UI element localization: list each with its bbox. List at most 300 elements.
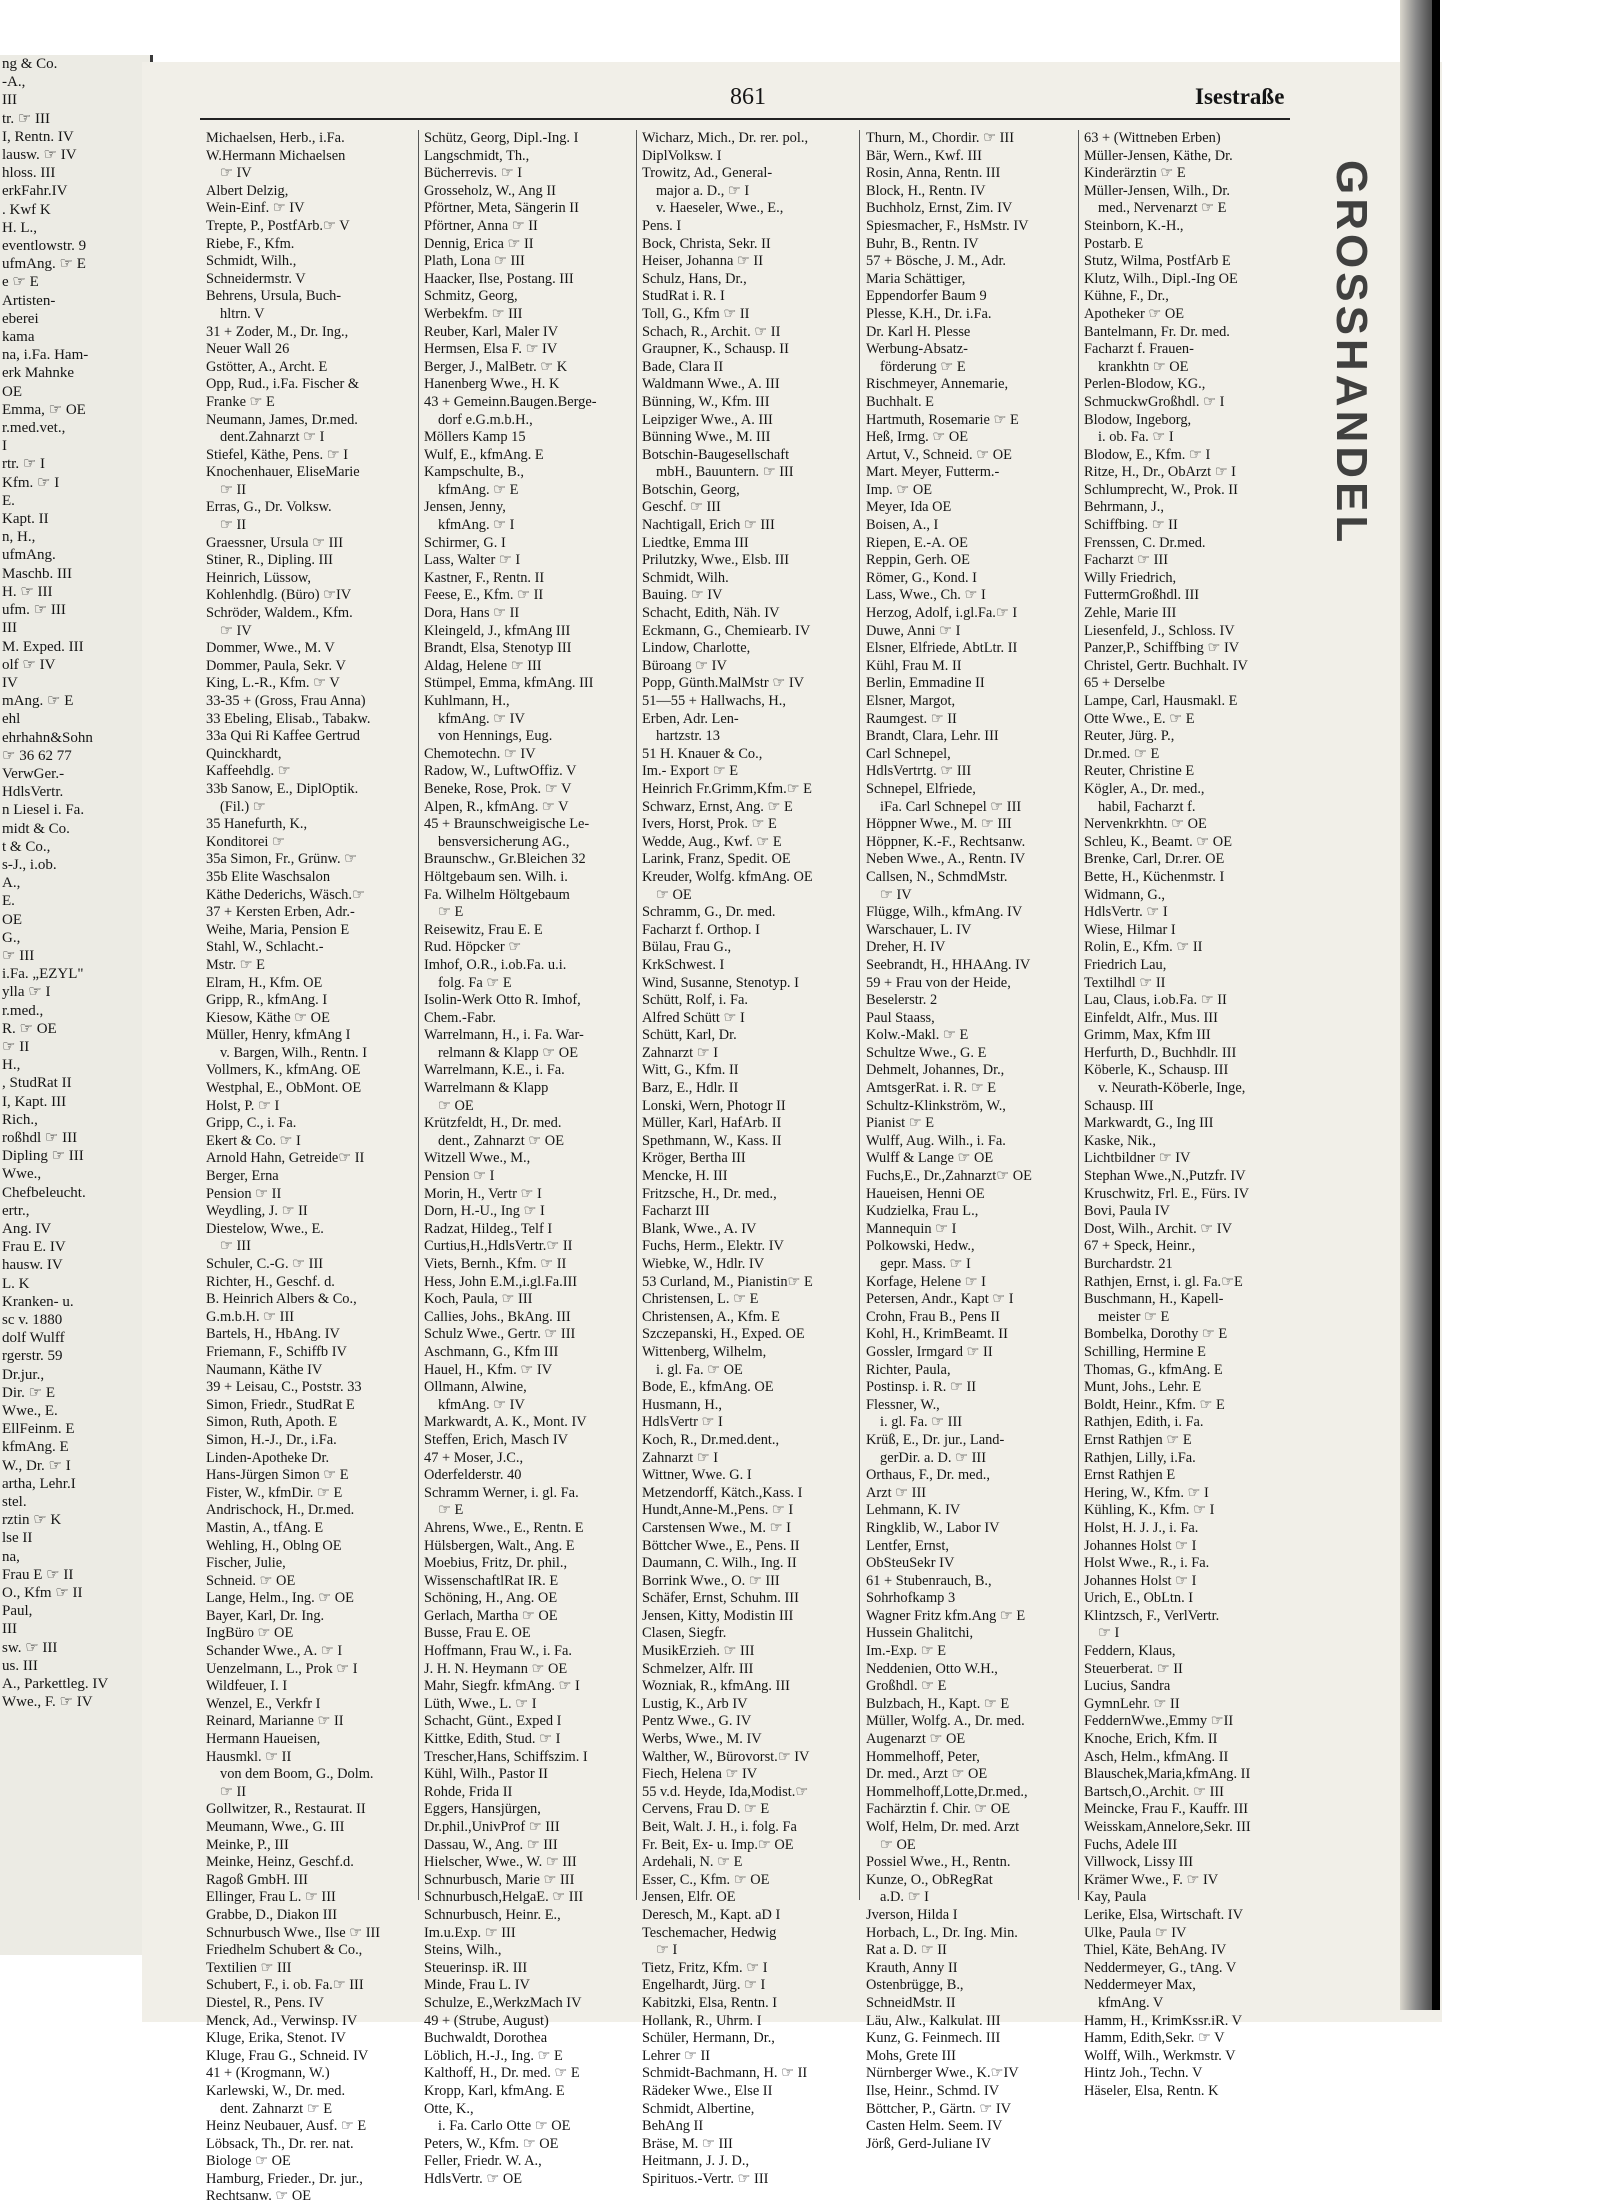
resident-entry: Markwardt, G., Ing III xyxy=(1084,1115,1214,1132)
resident-entry: Behrens, Ursula, Buch- xyxy=(206,288,342,305)
resident-entry: Tietz, Fritz, Kfm. ☞ I xyxy=(642,1959,768,1976)
resident-entry: Perlen-Blodow, KG., xyxy=(1084,376,1206,393)
prev-page-line: hloss. III xyxy=(2,165,56,182)
resident-entry: Eggers, Hansjürgen, xyxy=(424,1801,541,1818)
prev-page-line: A., xyxy=(2,875,21,892)
resident-entry: Curtius,H.,HdlsVertr.☞ II xyxy=(424,1238,573,1255)
resident-entry: Kuhlmann, H., xyxy=(424,693,510,709)
resident-entry: Langschmidt, Th., xyxy=(424,147,530,164)
resident-entry: (Fil.) ☞ xyxy=(220,798,266,815)
prev-page-line: H., xyxy=(2,1057,21,1074)
resident-entry: Meyer, Ida OE xyxy=(866,499,952,516)
resident-entry: Vollmers, K., kfmAng. OE xyxy=(206,1062,361,1079)
resident-entry: Mohs, Grete III xyxy=(866,2047,956,2064)
resident-entry: ☞ IV xyxy=(220,622,252,639)
resident-entry: Kluge, Erika, Stenot. IV xyxy=(206,2030,346,2047)
resident-entry: Radzat, Hildeg., Telf I xyxy=(424,1220,553,1237)
resident-entry: Hanenberg Wwe., H. K xyxy=(424,376,560,393)
resident-entry: Lucius, Sandra xyxy=(1084,1678,1171,1695)
resident-entry: Opp, Rud., i.Fa. Fischer & xyxy=(206,376,360,393)
resident-entry: Dr.med. ☞ E xyxy=(1084,745,1160,762)
prev-page-line: Kfm. ☞ I xyxy=(2,474,60,491)
prev-page-line: ehl xyxy=(2,711,21,728)
resident-entry: Kögler, A., Dr. med., xyxy=(1084,780,1205,797)
resident-entry: Krüß, E., Dr. jur., Land- xyxy=(866,1431,1005,1448)
prev-page-line: III xyxy=(2,620,17,637)
resident-entry: Reisewitz, Frau E. E xyxy=(424,921,543,938)
resident-entry: Friemann, F., Schiffb IV xyxy=(206,1343,347,1360)
resident-entry: Hamburg, Frieder., Dr. jur., xyxy=(206,2170,363,2187)
resident-entry: G.m.b.H. ☞ III xyxy=(206,1308,295,1325)
resident-entry: Schnurbusch,HelgaE. ☞ III xyxy=(424,1889,584,1906)
resident-entry: Elsner, Margot, xyxy=(866,693,956,709)
resident-entry: Krauth, Anny II xyxy=(866,1959,958,1976)
resident-entry: dent., Zahnarzt ☞ OE xyxy=(438,1132,564,1149)
prev-page-line: -A., xyxy=(2,74,26,91)
resident-entry: Hausmkl. ☞ II xyxy=(206,1748,292,1765)
resident-entry: Cervens, Frau D. ☞ E xyxy=(642,1801,770,1818)
resident-entry: ☞ IV xyxy=(220,165,252,182)
resident-entry: Schultz-Klinkström, W., xyxy=(866,1097,1006,1114)
resident-entry: Brandt, Elsa, Stenotyp III xyxy=(424,640,572,657)
resident-entry: Menck, Ad., Verwinsp. IV xyxy=(206,2012,358,2029)
resident-entry: Mannequin ☞ I xyxy=(866,1220,957,1237)
resident-entry: Kühne, F., Dr., xyxy=(1084,288,1169,305)
resident-entry: Peters, W., Kfm. ☞ OE xyxy=(424,2135,559,2152)
resident-entry: Kreuder, Wolfg. kfmAng. OE xyxy=(642,868,813,885)
resident-entry: Ollmann, Alwine, xyxy=(424,1379,527,1396)
resident-entry: Korfage, Helene ☞ I xyxy=(866,1273,986,1290)
resident-entry: Teschemacher, Hedwig xyxy=(642,1924,777,1941)
resident-entry: Schulz, Hans, Dr., xyxy=(642,270,747,287)
resident-entry: Schöning, H., Ang. OE xyxy=(424,1590,558,1607)
resident-entry: Fuchs, Herm., Elektr. IV xyxy=(642,1238,784,1255)
prev-page-line: Dir. ☞ E xyxy=(2,1384,56,1401)
resident-entry: Husmann, H., xyxy=(642,1396,722,1413)
column-4 xyxy=(866,130,1071,2153)
resident-entry: Rat a. D. ☞ II xyxy=(866,1942,947,1959)
resident-entry: FeddernWwe.,Emmy ☞II xyxy=(1084,1713,1234,1730)
resident-entry: Schmidt, Albertine, xyxy=(642,2100,755,2117)
resident-entry: ☞ E xyxy=(438,1502,464,1519)
resident-entry: Kühling, K., Kfm. ☞ I xyxy=(1084,1502,1215,1519)
resident-entry: FuttermGroßhdl. III xyxy=(1084,587,1200,604)
resident-entry: Simon, H.-J., Dr., i.Fa. xyxy=(206,1431,337,1448)
resident-entry: Hommelhoff,Lotte,Dr.med., xyxy=(866,1783,1028,1800)
prev-page-line: t & Co., xyxy=(2,838,51,855)
resident-entry: Kampschulte, B., xyxy=(424,464,524,481)
prev-page-line: ehrhahn&Sohn xyxy=(2,729,93,746)
prev-page-line: OE xyxy=(2,383,22,400)
resident-entry: Kastner, F., Rentn. II xyxy=(424,569,545,586)
resident-entry: Biologe ☞ OE xyxy=(206,2153,291,2170)
resident-entry: Wiese, Hilmar I xyxy=(1084,921,1176,938)
resident-entry: Beneke, Rose, Prok. ☞ V xyxy=(424,780,572,797)
prev-page-line: roßhdl ☞ III xyxy=(2,1129,78,1146)
resident-entry: Käthe Dederichs, Wäsch.☞ xyxy=(206,886,365,903)
resident-entry: Kolw.-Makl. ☞ E xyxy=(866,1027,969,1044)
resident-entry: Bücherrevis. ☞ I xyxy=(424,165,523,182)
prev-page-line: hausw. IV xyxy=(2,1257,63,1274)
prev-page-line: n, H., xyxy=(2,529,36,546)
resident-entry: W.Hermann Michaelsen xyxy=(206,147,346,164)
house-number-entry: 59 + Frau von der Heide, xyxy=(866,974,1011,991)
prev-page-line: erkFahr.IV xyxy=(2,183,68,200)
resident-entry: Fritzsche, H., Dr. med., xyxy=(642,1185,777,1202)
resident-entry: Johannes Holst ☞ I xyxy=(1084,1537,1197,1554)
resident-entry: Weisskam,Annelore,Sekr. III xyxy=(1084,1819,1251,1835)
resident-entry: Müller, Wolfg. A., Dr. med. xyxy=(866,1713,1025,1730)
resident-entry: Holst Wwe., R., i. Fa. xyxy=(1084,1555,1210,1572)
resident-entry: Im.-Exp. ☞ E xyxy=(866,1643,947,1660)
resident-entry: Bombelka, Dorothy ☞ E xyxy=(1084,1326,1228,1343)
resident-entry: Lehmann, K. IV xyxy=(866,1502,961,1519)
resident-entry: ☞ IV xyxy=(880,886,912,903)
resident-entry: Blauschek,Maria,kfmAng. II xyxy=(1084,1766,1251,1783)
resident-entry: Christel, Gertr. Buchhalt. IV xyxy=(1084,657,1248,674)
resident-entry: Im.u.Exp. ☞ III xyxy=(424,1924,516,1941)
house-number-entry: 33 Ebeling, Elisab., Tabakw. xyxy=(206,710,371,727)
resident-entry: Isolin-Werk Otto R. Imhof, xyxy=(424,992,581,1009)
resident-entry: Engelhardt, Jürg. ☞ I xyxy=(642,1977,766,1994)
prev-page-line: na, i.Fa. Ham- xyxy=(2,347,89,364)
resident-entry: Imhof, O.R., i.ob.Fa. u.i. xyxy=(424,956,567,973)
resident-entry: Bayer, Karl, Dr. Ing. xyxy=(206,1607,325,1624)
resident-entry: Haueisen, Henni OE xyxy=(866,1185,985,1202)
resident-entry: Hussein Ghalitchi, xyxy=(866,1625,974,1642)
resident-entry: Einfeldt, Alfr., Mus. III xyxy=(1084,1009,1218,1026)
prev-page-line: E. xyxy=(2,492,15,509)
resident-entry: SchmuckwGroßhdl. ☞ I xyxy=(1084,393,1225,410)
prev-page-line: OE xyxy=(2,911,22,928)
resident-entry: Flügge, Wilh., kfmAng. IV xyxy=(866,904,1023,921)
resident-entry: Böttcher Wwe., E., Pens. II xyxy=(642,1537,800,1554)
resident-entry: Kluge, Frau G., Schneid. IV xyxy=(206,2047,369,2064)
prev-page-line: Chefbeleucht. xyxy=(2,1184,86,1201)
resident-entry: Bülau, Frau G., xyxy=(642,939,732,956)
resident-entry: Ellinger, Frau L. ☞ III xyxy=(206,1889,336,1906)
prev-page-line: ng & Co. xyxy=(2,56,58,72)
resident-entry: Otte Wwe., E. ☞ E xyxy=(1084,710,1195,727)
resident-entry: Trepte, P., PostfArb.☞ V xyxy=(206,217,350,234)
resident-entry: Hülsbergen, Walt., Ang. E xyxy=(424,1537,575,1554)
resident-entry: Beselerstr. 2 xyxy=(866,992,938,1009)
resident-entry: Diestel, R., Pens. IV xyxy=(206,1994,324,2011)
resident-entry: Dreher, H. IV xyxy=(866,939,946,956)
resident-entry: Schirmer, G. I xyxy=(424,534,506,551)
resident-entry: Köberle, K., Schausp. III xyxy=(1084,1062,1229,1079)
resident-entry: Oderfelderstr. 40 xyxy=(424,1467,522,1484)
resident-entry: Schütt, Karl, Dr. xyxy=(642,1027,737,1044)
resident-entry: Bode, E., kfmAng. OE xyxy=(642,1379,774,1396)
prev-page-line: s-J., i.ob. xyxy=(2,856,57,873)
resident-entry: Dommer, Paula, Sekr. V xyxy=(206,657,346,674)
prev-page-line: Artisten- xyxy=(2,292,56,309)
street-name-heading: Isestraße xyxy=(1195,84,1285,109)
resident-entry: Ardehali, N. ☞ E xyxy=(642,1854,743,1871)
resident-entry: WissenschaftlRat IR. E xyxy=(424,1572,559,1589)
resident-entry: Hauel, H., Kfm. ☞ IV xyxy=(424,1361,552,1378)
prev-page-line: eventlowstr. 9 xyxy=(2,238,87,255)
resident-entry: bensversicherung AG., xyxy=(438,833,570,850)
resident-entry: Botschin, Georg, xyxy=(642,481,740,498)
prev-page-line: , StudRat II xyxy=(2,1075,72,1092)
prev-page-line: sw. ☞ III xyxy=(2,1639,58,1656)
resident-entry: Lau, Claus, i.ob.Fa. ☞ II xyxy=(1084,992,1227,1009)
prev-page-line: dolf Wulff xyxy=(2,1330,65,1347)
prev-page-line: rztin ☞ K xyxy=(2,1512,62,1529)
resident-entry: Schäfer, Ernst, Schuhm. III xyxy=(642,1590,799,1607)
resident-entry: Daumann, C. Wilh., Ing. II xyxy=(642,1555,797,1572)
resident-entry: Zehle, Marie III xyxy=(1084,605,1177,622)
resident-entry: StudRat i. R. I xyxy=(642,288,725,305)
resident-entry: v. Haeseler, Wwe., E., xyxy=(656,200,784,217)
resident-entry: Wulf, E., kfmAng. E xyxy=(424,446,544,463)
resident-entry: Willy Friedrich, xyxy=(1084,569,1177,586)
prev-page-line: us. III xyxy=(2,1657,38,1674)
prev-page-line: r.med., xyxy=(2,1002,44,1019)
house-number-entry: 61 + Stubenrauch, B., xyxy=(866,1572,992,1589)
resident-entry: Kabitzki, Elsa, Rentn. I xyxy=(642,1994,778,2011)
prev-page-line: rgerstr. 59 xyxy=(2,1348,63,1365)
resident-entry: relmann & Klapp ☞ OE xyxy=(438,1044,578,1061)
resident-entry: Panzer,P., Schiffbing ☞ IV xyxy=(1084,640,1240,657)
resident-entry: Bette, H., Küchenmstr. I xyxy=(1084,868,1225,885)
resident-entry: Textilhdl ☞ II xyxy=(1084,974,1166,991)
resident-entry: Rathjen, Edith, i. Fa. xyxy=(1084,1414,1204,1431)
prev-page-line: Dr.jur., xyxy=(2,1366,45,1383)
house-number-entry: 49 + (Strube, August) xyxy=(424,2012,549,2029)
resident-entry: Römer, G., Kond. I xyxy=(866,569,977,586)
resident-entry: Schröder, Waldem., Kfm. xyxy=(206,605,353,622)
resident-entry: Otte, K., xyxy=(424,2100,474,2117)
resident-entry: Schacht, Günt., Exped I xyxy=(424,1713,562,1730)
resident-entry: Schleu, K., Beamt. ☞ OE xyxy=(1084,833,1232,850)
resident-entry: Steuerberat. ☞ II xyxy=(1084,1660,1183,1677)
resident-entry: Böttcher, P., Gärtn. ☞ IV xyxy=(866,2100,1012,2117)
resident-entry: Carstensen Wwe., M. ☞ I xyxy=(642,1519,791,1536)
resident-entry: Boldt, Heinr., Kfm. ☞ E xyxy=(1084,1396,1225,1413)
resident-entry: Herzog, Adolf, i.gl.Fa.☞ I xyxy=(866,605,1018,622)
resident-entry: ☞ OE xyxy=(656,886,692,903)
resident-entry: IngBüro ☞ OE xyxy=(206,1625,294,1642)
resident-entry: Dorn, H.-U., Ing ☞ I xyxy=(424,1203,545,1220)
resident-entry: Wolf, Helm, Dr. med. Arzt xyxy=(866,1819,1020,1835)
resident-entry: Warrelmann & Klapp xyxy=(424,1080,549,1097)
resident-entry: Deresch, M., Kapt. aD I xyxy=(642,1906,781,1923)
resident-entry: Ostenbrügge, B., xyxy=(866,1977,964,1994)
resident-entry: Rolin, E., Kfm. ☞ II xyxy=(1084,939,1203,956)
resident-entry: Nervenkrkhtn. ☞ OE xyxy=(1084,816,1207,833)
house-number-entry: 65 + Derselbe xyxy=(1084,675,1165,692)
resident-entry: Häseler, Elsa, Rentn. K xyxy=(1084,2082,1219,2099)
resident-entry: Lange, Helm., Ing. ☞ OE xyxy=(206,1590,354,1607)
resident-entry: Aschmann, G., Kfm III xyxy=(424,1343,559,1360)
resident-entry: Kiesow, Käthe ☞ OE xyxy=(206,1009,330,1026)
resident-entry: Bartels, H., HbAng. IV xyxy=(206,1326,340,1343)
resident-entry: Larink, Franz, Spedit. OE xyxy=(642,851,791,868)
resident-entry: Bünning, W., Kfm. III xyxy=(642,393,770,410)
resident-entry: Walther, W., Bürovorst.☞ IV xyxy=(642,1748,810,1765)
resident-entry: Ulke, Paula ☞ IV xyxy=(1084,1924,1187,1941)
resident-entry: Fuchs,E., Dr.,Zahnarzt☞ OE xyxy=(866,1168,1032,1185)
prev-page-line: R. ☞ OE xyxy=(2,1020,57,1037)
resident-entry: Lüth, Wwe., L. ☞ I xyxy=(424,1695,537,1712)
resident-entry: Witzell Wwe., M., xyxy=(424,1150,531,1167)
resident-entry: Hamm, H., KrimKssr.iR. V xyxy=(1084,2012,1243,2029)
resident-entry: Fachärztin f. Chir. ☞ OE xyxy=(866,1801,1010,1818)
resident-entry: Werbs, Wwe., M. IV xyxy=(642,1731,762,1748)
prev-page-line: Frau E ☞ II xyxy=(2,1566,74,1583)
resident-entry: King, L.-R., Kfm. ☞ V xyxy=(206,675,340,692)
resident-entry: Hundt,Anne-M.,Pens. ☞ I xyxy=(642,1502,794,1519)
resident-entry: Kay, Paula xyxy=(1084,1889,1147,1906)
resident-entry: Trowitz, Ad., General- xyxy=(642,165,773,182)
resident-entry: Postinsp. i. R. ☞ II xyxy=(866,1379,977,1396)
resident-entry: Raumgest. ☞ II xyxy=(866,710,957,727)
prev-page-line: midt & Co. xyxy=(2,820,70,837)
resident-entry: Fuchs, Adele III xyxy=(1084,1836,1178,1853)
column-5 xyxy=(1084,130,1289,2101)
resident-entry: Herfurth, D., Buchhdlr. III xyxy=(1084,1044,1237,1061)
resident-entry: Kleingeld, J., kfmAng III xyxy=(424,622,571,639)
resident-entry: Höltgebaum sen. Wilh. i. xyxy=(424,868,568,885)
resident-entry: Liesenfeld, J., Schloss. IV xyxy=(1084,622,1235,639)
column-3 xyxy=(642,130,847,2188)
resident-entry: Schubert, F., i. ob. Fa.☞ III xyxy=(206,1977,364,1994)
resident-entry: Steuerinsp. iR. III xyxy=(424,1959,528,1976)
resident-entry: i. gl. Fa. ☞ OE xyxy=(656,1361,743,1378)
resident-entry: Wiebke, W., Hdlr. IV xyxy=(642,1256,765,1272)
resident-entry: Burchardstr. 21 xyxy=(1084,1256,1173,1272)
resident-entry: Wehling, H., Oblng OE xyxy=(206,1537,342,1554)
resident-entry: Wenzel, E., Verkfr I xyxy=(206,1695,321,1712)
resident-entry: Schacht, Edith, Näh. IV xyxy=(642,605,780,622)
resident-entry: Barz, E., Hdlr. II xyxy=(642,1080,739,1097)
resident-entry: Fiech, Helena ☞ IV xyxy=(642,1766,758,1783)
resident-entry: Schnurbusch Wwe., Ilse ☞ III xyxy=(206,1924,381,1941)
resident-entry: Maria Schättiger, xyxy=(866,270,966,287)
column-2 xyxy=(424,130,629,2188)
resident-entry: Schmelzer, Alfr. III xyxy=(642,1660,754,1677)
resident-entry: Behrmann, J., xyxy=(1084,499,1164,516)
resident-entry: Richter, Paula, xyxy=(866,1361,951,1378)
resident-entry: Jensen, Kitty, Modistin III xyxy=(642,1607,794,1624)
resident-entry: Schmitz, Georg, xyxy=(424,288,518,305)
resident-entry: Schneidermstr. V xyxy=(206,270,306,287)
prev-page-line: VerwGer.- xyxy=(2,765,65,782)
resident-entry: Neddermeyer Max, xyxy=(1084,1977,1196,1994)
prev-page-line: M. Exped. III xyxy=(2,638,84,655)
resident-entry: Seebrandt, H., HHAAng. IV xyxy=(866,956,1031,973)
resident-entry: folg. Fa ☞ E xyxy=(438,974,512,991)
prev-page-line: Kapt. II xyxy=(2,511,49,528)
resident-entry: Stahl, W., Schlacht.- xyxy=(206,939,324,956)
header-rule xyxy=(200,118,1290,120)
resident-entry: Thurn, M., Chordir. ☞ III xyxy=(866,130,1014,146)
column-separator xyxy=(418,130,419,1900)
resident-entry: Löblich, H.-J., Ing. ☞ E xyxy=(424,2047,563,2064)
resident-entry: Pens. I xyxy=(642,217,682,234)
resident-entry: Ahrens, Wwe., E., Rentn. E xyxy=(424,1519,584,1536)
prev-page-line: r.med.vet., xyxy=(2,420,66,437)
prev-page-line: W., Dr. ☞ I xyxy=(2,1457,71,1474)
resident-entry: Boisen, A., I xyxy=(866,517,939,534)
resident-entry: Knochenhauer, EliseMarie xyxy=(206,464,360,481)
resident-entry: Kaske, Nik., xyxy=(1084,1132,1156,1149)
resident-entry: Gripp, C., i. Fa. xyxy=(206,1115,297,1132)
resident-entry: kfmAng. V xyxy=(1098,1994,1164,2011)
resident-entry: Mart. Meyer, Futterm.- xyxy=(866,464,1000,481)
resident-entry: Zahnarzt ☞ I xyxy=(642,1044,719,1061)
resident-entry: ☞ E xyxy=(438,904,464,921)
resident-entry: Facharzt III xyxy=(642,1203,710,1220)
resident-entry: Heitmann, J. J. D., xyxy=(642,2153,750,2170)
resident-entry: Dr. med., Arzt ☞ OE xyxy=(866,1766,988,1783)
resident-entry: Popp, Günth.MalMstr ☞ IV xyxy=(642,675,805,692)
resident-entry: Koch, Paula, ☞ III xyxy=(424,1291,533,1308)
resident-entry: Wulff, Aug. Wilh., i. Fa. xyxy=(866,1132,1006,1149)
resident-entry: Kühl, Frau M. II xyxy=(866,657,962,674)
resident-entry: KrkSchwest. I xyxy=(642,956,725,973)
resident-entry: Karlewski, W., Dr. med. xyxy=(206,2082,346,2099)
resident-entry: Schüler, Hermann, Dr., xyxy=(642,2030,775,2047)
resident-entry: Schmidt, Wilh. xyxy=(642,569,729,586)
resident-entry: Asch, Helm., kfmAng. II xyxy=(1084,1748,1229,1765)
resident-entry: Buchwaldt, Dorothea xyxy=(424,2030,548,2047)
resident-entry: Linden-Apotheke Dr. xyxy=(206,1449,330,1466)
resident-entry: Witt, G., Kfm. II xyxy=(642,1062,739,1079)
resident-entry: Christensen, A., Kfm. E xyxy=(642,1308,780,1325)
resident-entry: Steins, Wilh., xyxy=(424,1942,502,1959)
resident-entry: ☞ II xyxy=(220,1783,247,1800)
prev-page-line: ufmAng. ☞ E xyxy=(2,256,86,273)
resident-entry: Rohde, Frida II xyxy=(424,1783,513,1800)
resident-entry: Klintzsch, F., VerlVertr. xyxy=(1084,1607,1220,1624)
resident-entry: Neben Wwe., A., Rentn. IV xyxy=(866,851,1026,868)
resident-entry: Spethmann, W., Kass. II xyxy=(642,1132,782,1149)
resident-entry: v. Neurath-Köberle, Inge, xyxy=(1098,1080,1246,1097)
resident-entry: dent. Zahnarzt ☞ E xyxy=(220,2100,332,2117)
prev-page-line: Paul, xyxy=(2,1603,33,1620)
resident-entry: Elsner, Elfriede, AbtLtr. II xyxy=(866,640,1018,657)
resident-entry: Callies, Johs., BkAng. III xyxy=(424,1308,571,1325)
resident-entry: Dost, Wilh., Archit. ☞ IV xyxy=(1084,1220,1232,1237)
resident-entry: Bauing. ☞ IV xyxy=(642,587,723,604)
resident-entry: gepr. Mass. ☞ I xyxy=(880,1256,971,1272)
resident-entry: Elram, H., Kfm. OE xyxy=(206,974,323,991)
resident-entry: Schmidt, Wilh., xyxy=(206,253,297,270)
resident-entry: BehAng II xyxy=(642,2118,704,2135)
resident-entry: MusikErzieh. ☞ III xyxy=(642,1643,755,1660)
resident-entry: med., Nervenarzt ☞ E xyxy=(1098,200,1227,217)
resident-entry: Stiner, R., Dipling. III xyxy=(206,552,333,569)
resident-entry: Pension ☞ II xyxy=(206,1185,282,1202)
prev-page-line: sc v. 1880 xyxy=(2,1312,63,1329)
resident-entry: Konditorei ☞ xyxy=(206,833,285,850)
resident-entry: Koch, R., Dr.med.dent., xyxy=(642,1431,780,1448)
resident-entry: Brandt, Clara, Lehr. III xyxy=(866,728,999,745)
resident-entry: Ekert & Co. ☞ I xyxy=(206,1132,301,1149)
resident-entry: Reuber, Karl, Maler IV xyxy=(424,323,559,340)
resident-entry: Liedtke, Emma III xyxy=(642,534,749,551)
resident-entry: Bartsch,O.,Archit. ☞ III xyxy=(1084,1783,1224,1800)
resident-entry: Imp. ☞ OE xyxy=(866,481,933,498)
resident-entry: Mastin, A., tfAng. E xyxy=(206,1519,324,1536)
resident-entry: Höppner Wwe., M. ☞ III xyxy=(866,816,1012,833)
prev-page-line: Rich., xyxy=(2,1111,38,1128)
resident-entry: Berger, J., MalBetr. ☞ K xyxy=(424,358,568,375)
